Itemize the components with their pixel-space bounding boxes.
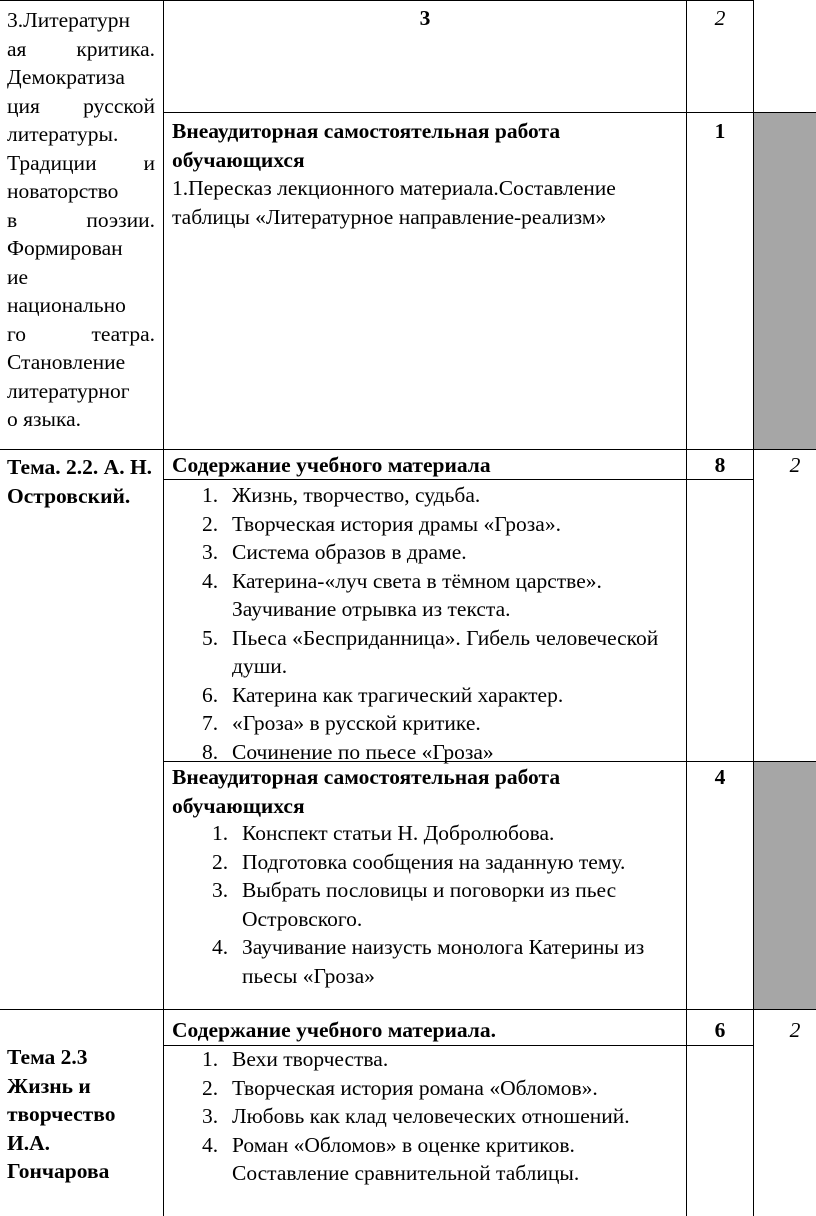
indep-hours-row2: 4 [714,765,726,789]
topic-cell-goncharov: Тема 2.3 Жизнь и творчество И.А. Гончарова [7,1045,116,1183]
list-item: 3. Любовь как клад человеческих отношений. [202,1104,630,1128]
content-hours-row3: 6 [714,1018,726,1042]
content-title-row3: Содержание учебного материала. [172,1018,496,1042]
content-list-row2 [172,481,680,766]
list-item: 4. Катерина-«луч света в тёмном царстве». Заучивание отрывка из текста. [202,568,602,621]
level-cell-row1: 2 [714,6,726,30]
list-item: 1. Жизнь, творчество, судьба. [202,483,481,507]
list-item: 6. Катерина как трагический характер. [202,682,564,707]
list-item: 4. Заучивание наизусть монолога Катерины из пьесы «Гроза» [212,935,645,988]
shaded-cell-1 [753,113,816,449]
indep-hours-row1: 1 [714,119,726,143]
list-item: 7. «Гроза» в русской критике. [202,711,481,735]
level-cell-row2: 2 [789,453,801,477]
indep-work-title-row2: Внеаудиторная самостоятельная работа обучающихся [172,765,561,818]
list-item: 3. Система образов в драме. [202,540,467,564]
list-item: 2. Творческая история драмы «Гроза». [202,511,561,536]
level-cell-row3: 2 [789,1018,801,1042]
indep-work-text: 1.Пересказ лекционного материала.Составление таблицы «Литературное направление-реализм» [172,176,616,229]
content-hours-row2: 8 [714,453,726,477]
list-item: 3. Выбрать пословицы и поговорки из пьес Островского. [212,878,617,931]
list-item: 2. Творческая история романа «Обломов». [202,1075,598,1100]
hours-cell-row1: 3 [419,6,431,30]
content-list-row3 [172,1045,680,1188]
list-item: 2. Подготовка сообщения на заданную тему. [212,849,626,874]
indep-work-title: Внеаудиторная самостоятельная работа обучающихся [172,119,561,172]
list-item: 8. Сочинение по пьесе «Гроза» [202,739,494,764]
list-item: 1. Конспект статьи Н. Добролюбова. [212,821,555,845]
list-item: 4. Роман «Обломов» в оценке критиков. Составление сравнительной таблицы. [202,1132,580,1185]
indep-list-row2 [182,819,680,990]
list-item: 5. Пьеса «Бесприданница». Гибель человеческой души. [202,625,659,678]
topic-cell-ostrovsky: Тема. 2.2. А. Н. Островский. [7,455,153,508]
shaded-cell-2 [753,762,816,1009]
indep-work-cell-row1 [172,117,680,231]
topic-cell-literary-criticism: 3.Литературн ая критика. Демократиза ция русской литературы. Традиции и новаторство в поэзии. Формирован ие национально го театра. Становление литературног о языка. [7,8,155,431]
list-item: 1. Вехи творчества. [202,1047,389,1071]
content-title-row2: Содержание учебного материала [172,453,491,477]
